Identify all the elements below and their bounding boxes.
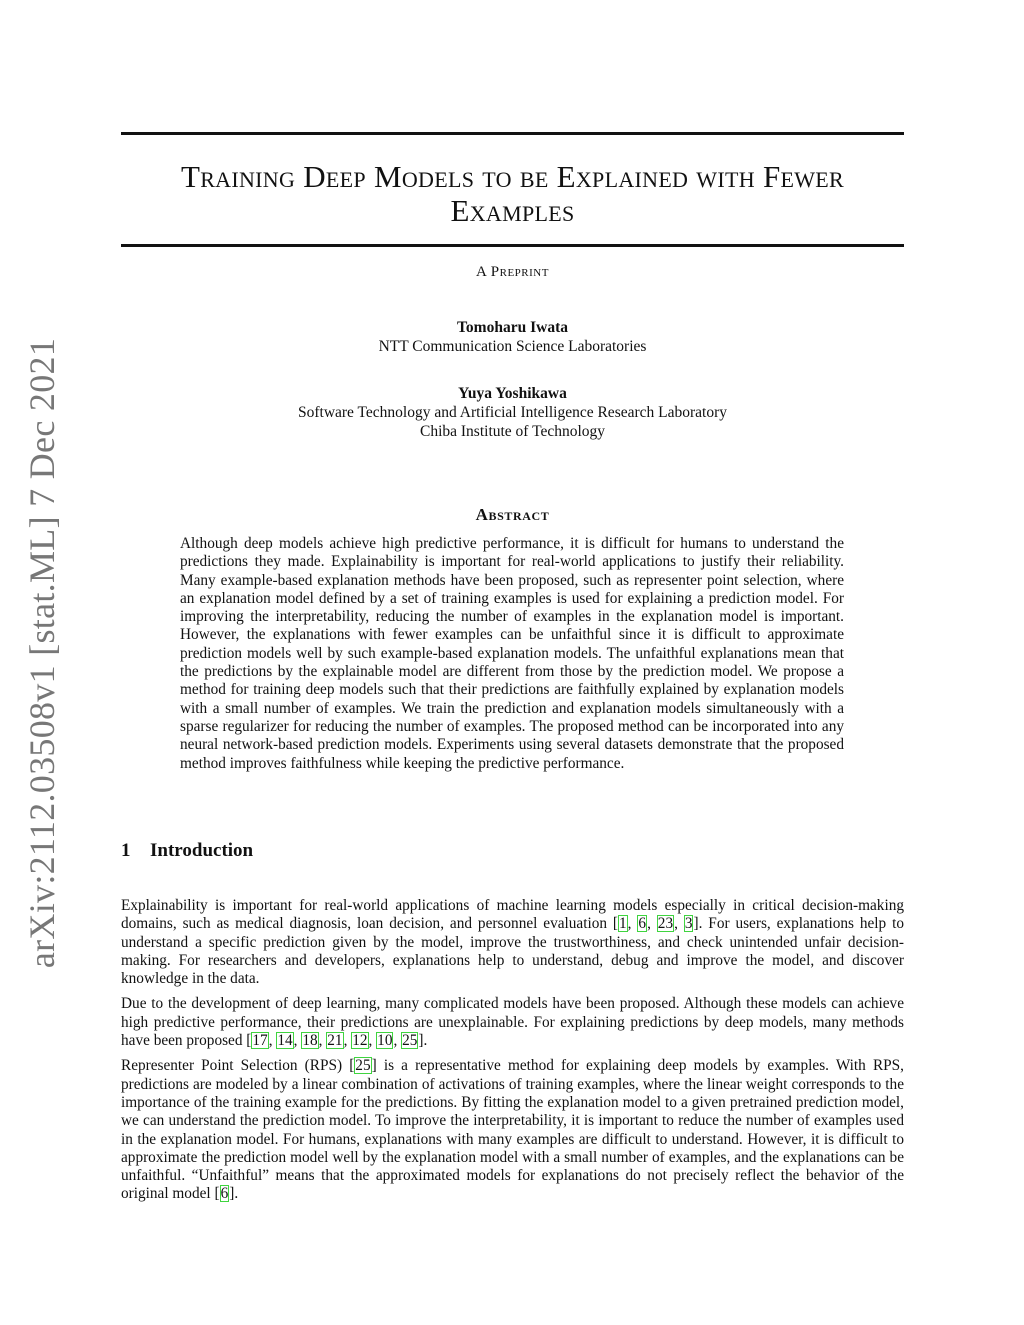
citation-link[interactable]: 1: [619, 915, 627, 933]
paragraph-text: ]. For users, explanations help to understand a specific prediction given by the model, improve the trustworthiness, and check unintended unfair decision-making. For researchers and developers, explanations help to understand, debug and improve the model, and discover knowledge in the data.: [121, 915, 904, 988]
paragraph-text: Explainability is important for real-world applications of machine learning models especially in critical decision-making domains, such as medical diagnosis, loan decision, and personnel evaluation [: [121, 897, 904, 933]
title-line-1: Training Deep Models to be Explained with Fewer: [180, 159, 845, 194]
citation-link[interactable]: 6: [220, 1185, 229, 1203]
author-block-1: [121, 318, 904, 356]
author-affiliation: NTT Communication Science Laboratories: [378, 338, 647, 355]
abstract-text: Although deep models achieve high predictive performance, it is difficult for humans to understand the predictions they made. Explainability is important for real-world applications to justify their reliability. Many example-based explanation methods have been proposed, such as representer point selection, where an explanation model defined by a set of training examples is used for explaining a prediction model. For improving the interpretability, reducing the number of examples in the explanation model is important. However, the explanations with fewer examples can be unfaithful since it is difficult to approximate prediction models well by such example-based explanation models. The unfaithful explanations mean that the predictions by the explainable model are different from those by the prediction model. We propose a method for training deep models such that their predictions are faithfully explained by explanation models with a small number of examples. We train the prediction and explanation models simultaneously with a sparse regularizer for reducing the number of examples. The proposed method can be incorporated into any neural network-based prediction models. Experiments using several datasets demonstrate that the proposed method improves faithfulness while keeping the predictive performance.: [180, 535, 844, 772]
title-top-rule: [121, 132, 904, 135]
author-block-2: [121, 384, 904, 441]
section-number: 1: [121, 840, 131, 861]
author-affiliation: Software Technology and Artificial Intelligence Research Laboratory: [297, 404, 728, 421]
paragraph-text: Representer Point Selection (RPS) [: [121, 1057, 355, 1075]
paper-title: [121, 160, 904, 228]
citation-separator: ,: [674, 915, 684, 933]
abstract-heading: Abstract: [475, 505, 550, 524]
citation-link[interactable]: 21: [327, 1032, 343, 1050]
citation-separator: ,: [393, 1032, 402, 1050]
citation-separator: ,: [343, 1032, 352, 1050]
citation-separator: ,: [318, 1032, 327, 1050]
section-heading: [121, 840, 253, 862]
citation-separator: ,: [647, 915, 657, 933]
author-affiliation: Chiba Institute of Technology: [419, 423, 606, 440]
paragraph-text: ] is a representative method for explaining deep models by examples. With RPS, predictions are modeled by a linear combination of activations of training examples, where the linear weight corresponds to the importance of the training example for the predictions. By fitting the explanation model to a given pretrained prediction model, we can understand the prediction model. To improve the interpretability, it is important to reduce the number of examples used in the explanation model. For humans, explanations with many examples are difficult to understand. However, it is difficult to approximate the prediction model well by the explanation model with a small number of examples, and the explanations can be unfaithful. “Unfaithful” means that the approximated models for explanations do not precisely reflect the behavior of the original model [: [121, 1057, 904, 1203]
arxiv-identifier-stamp: arXiv:2112.03508v1 [stat.ML] 7 Dec 2021: [22, 337, 62, 969]
paragraph-text: Due to the development of deep learning, many complicated models have been proposed. Although these models can achieve high predictive performance, their predictions are unexplainable. For explaining predictions by deep models, many methods have been proposed [: [121, 995, 904, 1050]
citation-link[interactable]: 10: [377, 1032, 393, 1050]
title-line-2: Examples: [450, 193, 575, 228]
introduction-body: [121, 897, 904, 1211]
paragraph: [121, 995, 904, 1050]
paragraph: [121, 1057, 904, 1203]
citation-link[interactable]: 12: [352, 1032, 368, 1050]
citation-separator: ,: [368, 1032, 377, 1050]
citation-link[interactable]: 18: [302, 1032, 318, 1050]
citation-link[interactable]: 6: [638, 915, 647, 933]
paragraph-text: ].: [229, 1185, 239, 1203]
citation-link[interactable]: 14: [277, 1032, 293, 1050]
preprint-label: A Preprint: [476, 264, 549, 280]
author-name: Tomoharu Iwata: [457, 319, 568, 336]
paragraph: [121, 897, 904, 988]
citation-link[interactable]: 17: [252, 1032, 268, 1050]
citation-separator: ,: [293, 1032, 302, 1050]
citation-separator: ,: [627, 915, 638, 933]
citation-link[interactable]: 23: [657, 915, 674, 933]
citation-link[interactable]: 3: [684, 915, 693, 933]
title-bottom-rule: [121, 244, 904, 247]
citation-link[interactable]: 25: [402, 1032, 418, 1050]
section-title: Introduction: [150, 840, 254, 861]
citation-separator: ,: [268, 1032, 277, 1050]
citation-link[interactable]: 25: [355, 1057, 371, 1075]
paragraph-text: ].: [418, 1032, 428, 1050]
author-name: Yuya Yoshikawa: [458, 385, 567, 402]
